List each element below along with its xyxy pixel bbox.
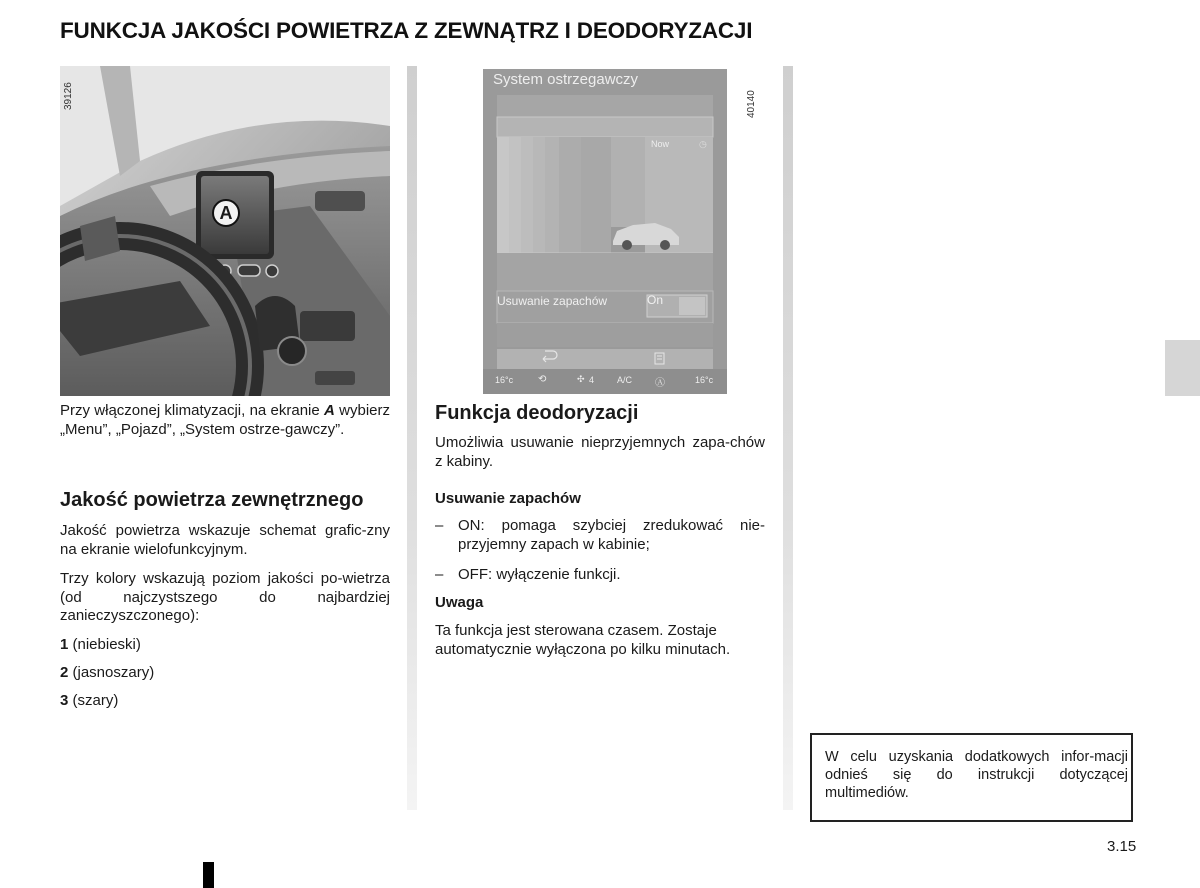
level-num: 2 (60, 664, 69, 681)
column-divider-left (407, 66, 417, 810)
list-item (435, 517, 765, 554)
subheading-odor-removal: Usuwanie zapachów (435, 490, 581, 507)
level-num: 3 (60, 692, 69, 709)
page-number: 3.15 (1107, 838, 1137, 855)
heading-deodorization: Funkcja deodoryzacji (435, 402, 639, 424)
level-num: 1 (60, 636, 69, 653)
figure2-id: 40140 (746, 90, 757, 118)
level-item (60, 664, 154, 683)
fan-level: 4 (589, 375, 595, 385)
level-item (60, 636, 141, 655)
col1-p2: Trzy kolory wskazują poziom jakości po-wietrza (od najczystszego do najbardziej zanieczyszczonego): (60, 570, 390, 624)
crop-mark (203, 862, 214, 888)
warning-system-screen (483, 69, 727, 394)
now-label: Now (651, 139, 670, 149)
clock-icon: ◷ (699, 139, 707, 149)
list-item-text: ON: pomaga szybciej zredukować nie-przyjemny zapach w kabinie; (458, 517, 765, 553)
level-item (60, 692, 118, 711)
deodor-label: Usuwanie zapachów (497, 294, 608, 308)
level-text: (niebieski) (68, 636, 141, 653)
heading-air-quality: Jakość powietrza zewnętrznego (60, 489, 364, 511)
deodor-toggle: On (647, 293, 664, 307)
temp-left: 16°c (495, 375, 514, 385)
dashboard-illustration (60, 66, 390, 396)
column-divider-right (783, 66, 793, 810)
callout-a: A (212, 199, 240, 227)
fan-icon: ✣ (577, 374, 585, 384)
list-item-text: OFF: wyłączenie funkcji. (458, 566, 621, 583)
info-box-text: W celu uzyskania dodatkowych infor-macji odnieś się do instrukcji dotyczącej multimediów. (825, 749, 1128, 801)
level-text: (szary) (68, 692, 119, 709)
intro-screen-ref: A (324, 402, 335, 419)
recirculation-icon: ⟲ (538, 374, 547, 385)
list-item (435, 566, 765, 585)
screen-title: System ostrzegawczy (493, 71, 639, 88)
dashboard-photo (60, 66, 390, 396)
subheading-note: Uwaga (435, 594, 484, 611)
dash-bullet: – (435, 566, 444, 583)
chapter-tab (1165, 340, 1200, 396)
dash-bullet: – (435, 517, 444, 534)
intro-text-b: wybierz „Menu”, „Pojazd”, „System ostrze-gawczy”. (60, 402, 391, 438)
col2-p2: Ta funkcja jest sterowana czasem. Zostaje automatycznie wyłączona po kilku minutach. (435, 622, 731, 658)
col1-intro (60, 402, 390, 439)
page-title: FUNKCJA JAKOŚCI POWIETRZA Z ZEWNĄTRZ I DEODORYZACJI (60, 18, 753, 43)
figure1-id: 39126 (63, 82, 74, 110)
ac-label: A/C (617, 375, 633, 385)
temp-right: 16°c (695, 375, 714, 385)
auto-icon: Ⓐ (655, 378, 665, 389)
info-box (810, 733, 1133, 822)
warning-system-illustration (483, 69, 727, 394)
level-text: (jasnoszary) (68, 664, 155, 681)
col2-p1: Umożliwia usuwanie nieprzyjemnych zapa-chów z kabiny. (435, 434, 765, 470)
col1-p1: Jakość powietrza wskazuje schemat grafic-zny na ekranie wielofunkcyjnym. (60, 522, 390, 558)
intro-text-a: Przy włączonej klimatyzacji, na ekranie (60, 402, 325, 419)
